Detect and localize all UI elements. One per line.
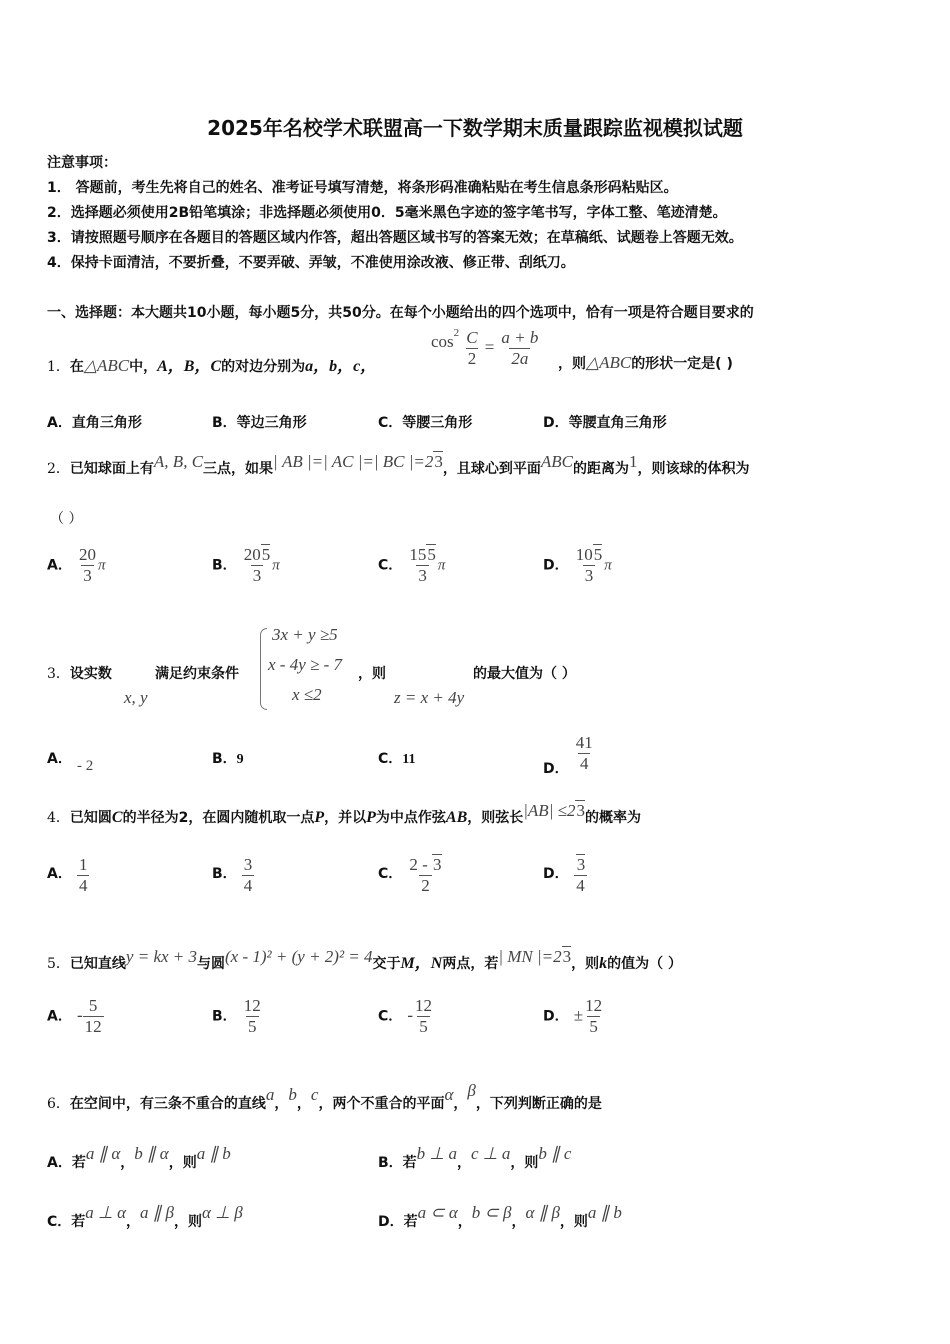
notice-item: 2．选择题必须使用2B铅笔填涂；非选择题必须使用0．5毫米黑色字迹的签字笔书写，字体工整、笔迹清楚。 (47, 205, 727, 221)
q3-objective: z = x + 4y (394, 688, 465, 707)
option-a[interactable]: A．若a ∥ α，b ∥ α，则a ∥ b (47, 1144, 231, 1171)
notice-item: 1． 答题前，考生先将自己的姓名、准考证号填写清楚，将条形码准确粘贴在考生信息条形码粘贴区。 (47, 180, 678, 196)
option-c[interactable]: C．若a ⊥ α，a ∥ β，则α ⊥ β (47, 1203, 243, 1230)
fraction: $\frac{a + b}{2a}$ (501, 328, 539, 368)
question-number: 3． (47, 666, 70, 682)
option-d[interactable]: D． $\frac{41}{4}$ (543, 733, 593, 777)
q2-paren: （ ） (50, 511, 83, 527)
option-b[interactable]: B．9 (212, 751, 244, 767)
option-b[interactable]: B． $\frac{12}{5}$ (212, 996, 261, 1036)
notice-item: 3．请按照题号顺序在各题目的答题区域内作答，超出答题区域书写的答案无效；在草稿纸、试题卷上答题无效。 (47, 230, 743, 246)
q1-formula: $\cos^2$ $\frac{C}{2}$ = $\frac{a + b}{2a}$ (431, 327, 539, 368)
page-title: 2025年名校学术联盟高一下数学期末质量跟踪监视模拟试题 (207, 116, 743, 140)
brace (260, 628, 267, 710)
question-5: 5．已知直线y = kx + 3与圆(x - 1)² + (y + 2)² = 4交于M，N两点，若| MN |=23，则k的值为（ ） (47, 947, 683, 972)
option-c[interactable]: C．11 (378, 751, 416, 767)
option-c[interactable]: C． $\frac{155}{3}$ π (378, 545, 446, 585)
q1-tail: ，则△ABC的形状一定是( ) (558, 353, 733, 372)
option-d[interactable]: D． $\frac{105}{3}$ π (543, 545, 612, 585)
question-6: 6．在空间中，有三条不重合的直线a，b，c，两个不重合的平面α，β，下列判断正确的是 (47, 1081, 602, 1112)
option-a[interactable]: A． $\frac{1}{4}$ (47, 855, 88, 895)
notice-heading: 注意事项： (47, 155, 117, 171)
option-a-value: - 2 (77, 758, 94, 774)
question-number: 5． (47, 956, 70, 972)
option-c[interactable]: C． $\frac{2 - 3}{2}$ (378, 855, 442, 895)
q3-text: ，则 (358, 666, 386, 682)
option-d[interactable]: D．若a ⊂ α，b ⊂ β，α ∥ β，则a ∥ b (378, 1203, 622, 1230)
q3-vars: x, y (124, 688, 148, 707)
q3-text: 的最大值为（ ） (473, 666, 576, 682)
constraint: x - 4y ≥ - 7 (268, 655, 342, 674)
option-d[interactable]: D． $\frac{3}{4}$ (543, 855, 586, 895)
option-b[interactable]: B． $\frac{3}{4}$ (212, 855, 253, 895)
option-d[interactable]: D．等腰直角三角形 (543, 415, 667, 431)
question-number: 2． (47, 461, 70, 477)
q3-text: 满足约束条件 (155, 666, 239, 682)
question-2: 2．已知球面上有A, B, C三点，如果| AB |=| AC |=| BC |=23，且球心到平面ABC的距离为1，则该球的体积为 (47, 452, 750, 477)
option-b[interactable]: B．若b ⊥ a，c ⊥ a，则b ∥ c (378, 1144, 572, 1171)
option-c[interactable]: C．等腰三角形 (378, 415, 473, 431)
question-3: 3．设实数 (47, 666, 112, 682)
question-number: 4． (47, 810, 70, 826)
option-a[interactable]: A． (47, 751, 72, 767)
question-1: 1．在△ABC中，A，B，C的对边分别为a，b，c， (47, 356, 377, 375)
option-a[interactable]: A．直角三角形 (47, 415, 142, 431)
question-4: 4．已知圆C的半径为2，在圆内随机取一点P，并以P为中点作弦AB，则弦长|AB| ≤23的概率为 (47, 801, 641, 826)
option-d[interactable]: D． ± $\frac{12}{5}$ (543, 996, 603, 1036)
notice-item: 4．保持卡面清洁，不要折叠，不要弄破、弄皱，不准使用涂改液、修正带、刮纸刀。 (47, 255, 575, 271)
option-a[interactable]: A． $\frac{20}{3}$ π (47, 545, 106, 585)
option-b[interactable]: B． $\frac{205}{3}$ π (212, 545, 280, 585)
constraint: x ≤2 (292, 685, 322, 704)
constraint: 3x + y ≥5 (272, 625, 338, 644)
option-a[interactable]: A． - $\frac{5}{12}$ (47, 996, 102, 1036)
question-number: 6． (47, 1096, 70, 1112)
question-number: 1． (47, 359, 70, 375)
fraction: $\frac{C}{2}$ (466, 328, 478, 368)
option-c[interactable]: C． - $\frac{12}{5}$ (378, 996, 433, 1036)
section-heading: 一、选择题：本大题共10小题，每小题5分，共50分。在每个小题给出的四个选项中，恰有一项是符合题目要求的 (47, 305, 754, 321)
option-b[interactable]: B．等边三角形 (212, 415, 307, 431)
